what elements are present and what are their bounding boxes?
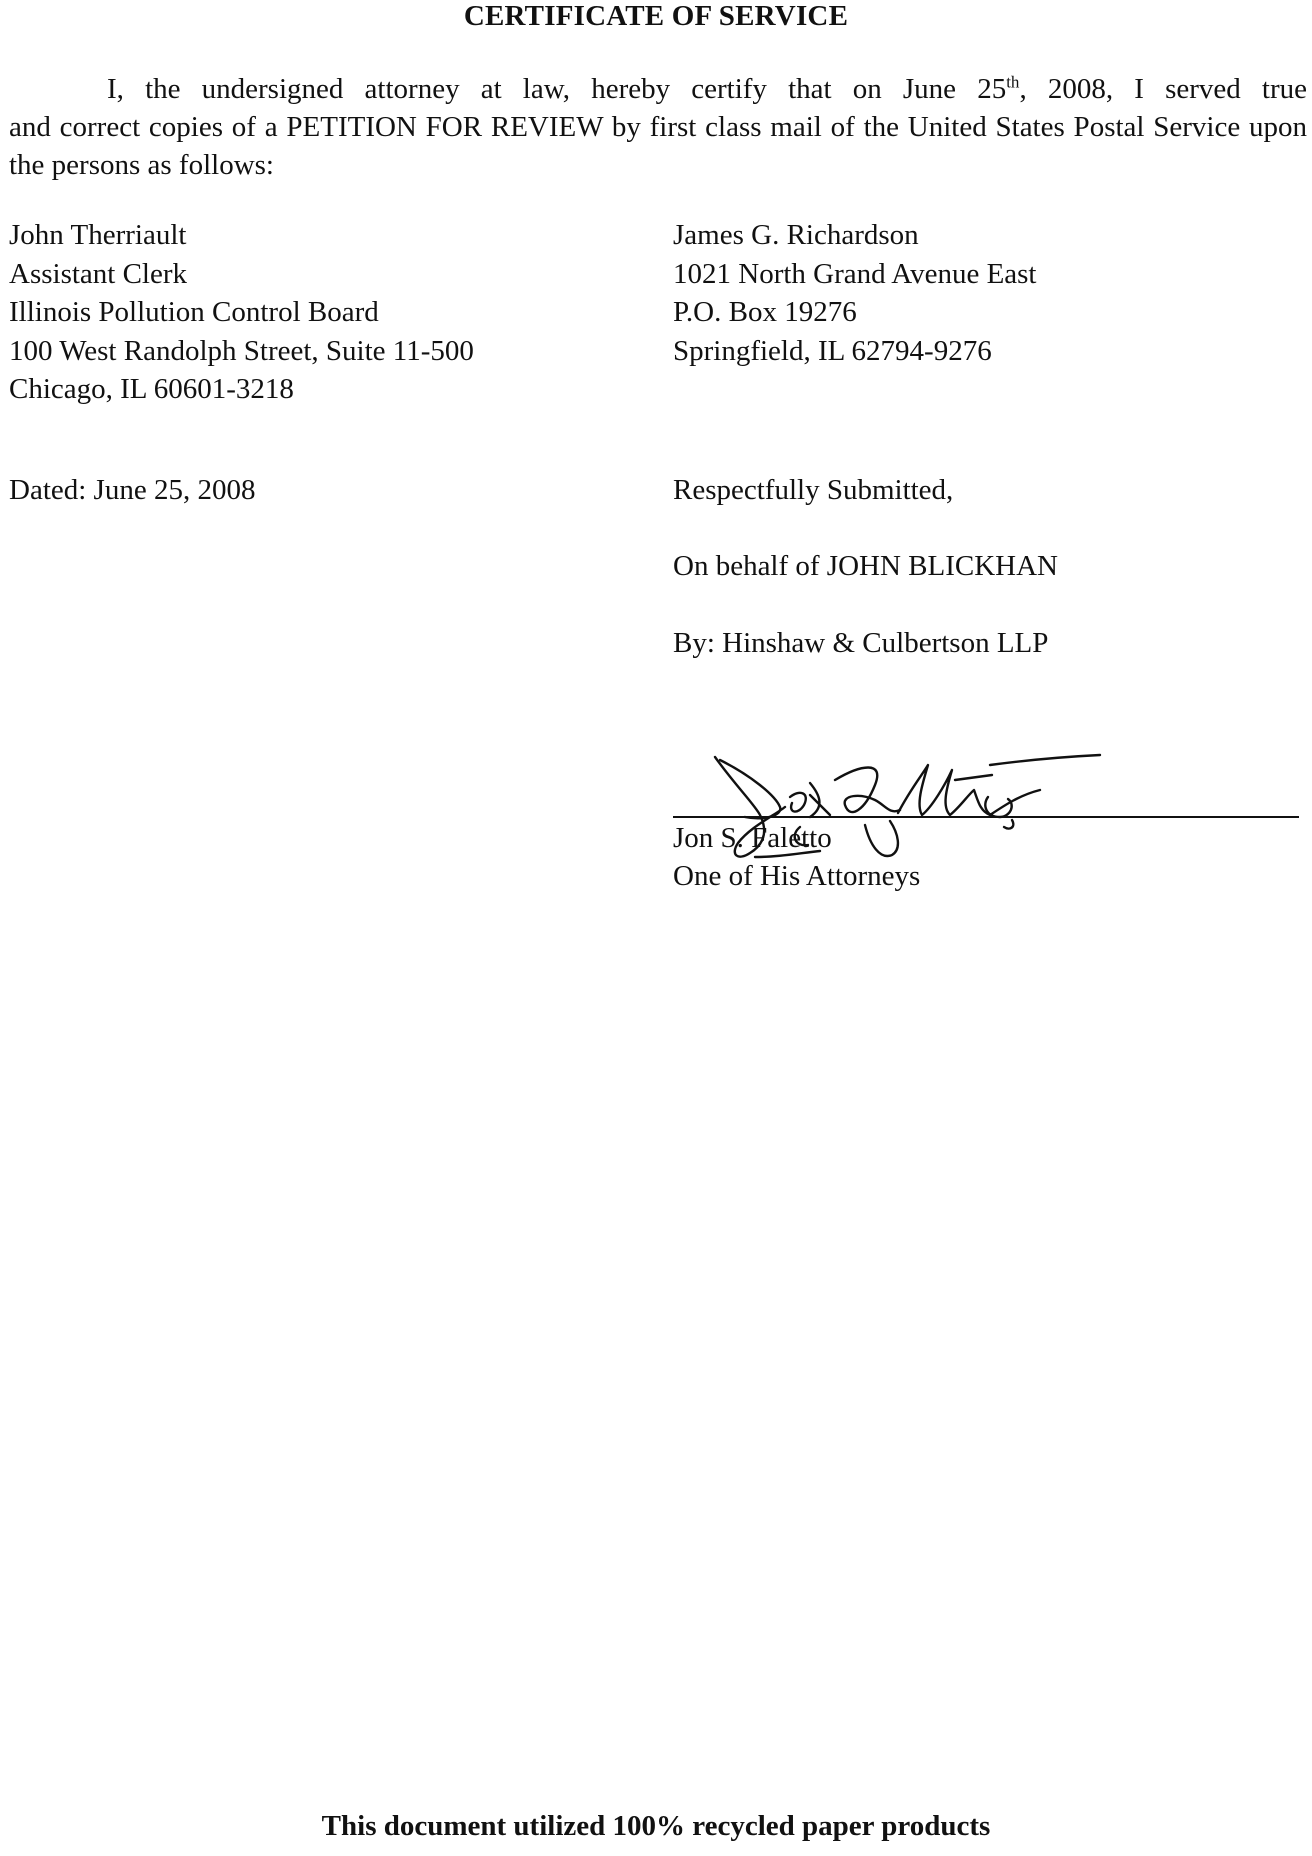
intro-rest: and correct copies of a PETITION FOR REVIEW by first class mail of the United States Postal Service upon the persons as follows: [9,111,1307,181]
dated-line: Dated: June 25, 2008 [9,474,256,506]
address-line: 1021 North Grand Avenue East [673,257,1037,290]
recipient-address-right [673,216,1037,370]
address-line: 100 West Randolph Street, Suite 11-500 [9,334,474,367]
page-title: CERTIFICATE OF SERVICE [463,0,849,32]
address-line: Chicago, IL 60601-3218 [9,373,294,405]
address-line: P.O. Box 19276 [673,296,857,328]
signature-line [673,816,1299,818]
address-line: Assistant Clerk [9,257,188,290]
intro-superscript: th [1006,72,1020,92]
signature-block [660,735,1300,905]
address-line: James G. Richardson [673,219,919,251]
intro-text-a: I, the undersigned attorney at law, hereby certify that on June 25 [107,73,1007,105]
closing-by-firm: By: Hinshaw & Culbertson LLP [673,627,1049,659]
signer-role: One of His Attorneys [673,860,921,892]
closing-on-behalf: On behalf of JOHN BLICKHAN [673,550,1059,582]
closing-respectfully: Respectfully Submitted, [673,474,954,506]
signer-name: Jon S. Faletto [673,822,832,854]
intro-first-line [9,70,1307,108]
intro-text-b: , 2008, I served true [1019,73,1307,105]
address-line: John Therriault [9,219,187,251]
address-line: Illinois Pollution Control Board [9,296,379,328]
address-line: Springfield, IL 62794-9276 [673,334,992,367]
intro-paragraph [9,70,1307,184]
recipient-address-left [9,216,474,409]
footer-note: This document utilized 100% recycled paper products [321,1810,991,1842]
